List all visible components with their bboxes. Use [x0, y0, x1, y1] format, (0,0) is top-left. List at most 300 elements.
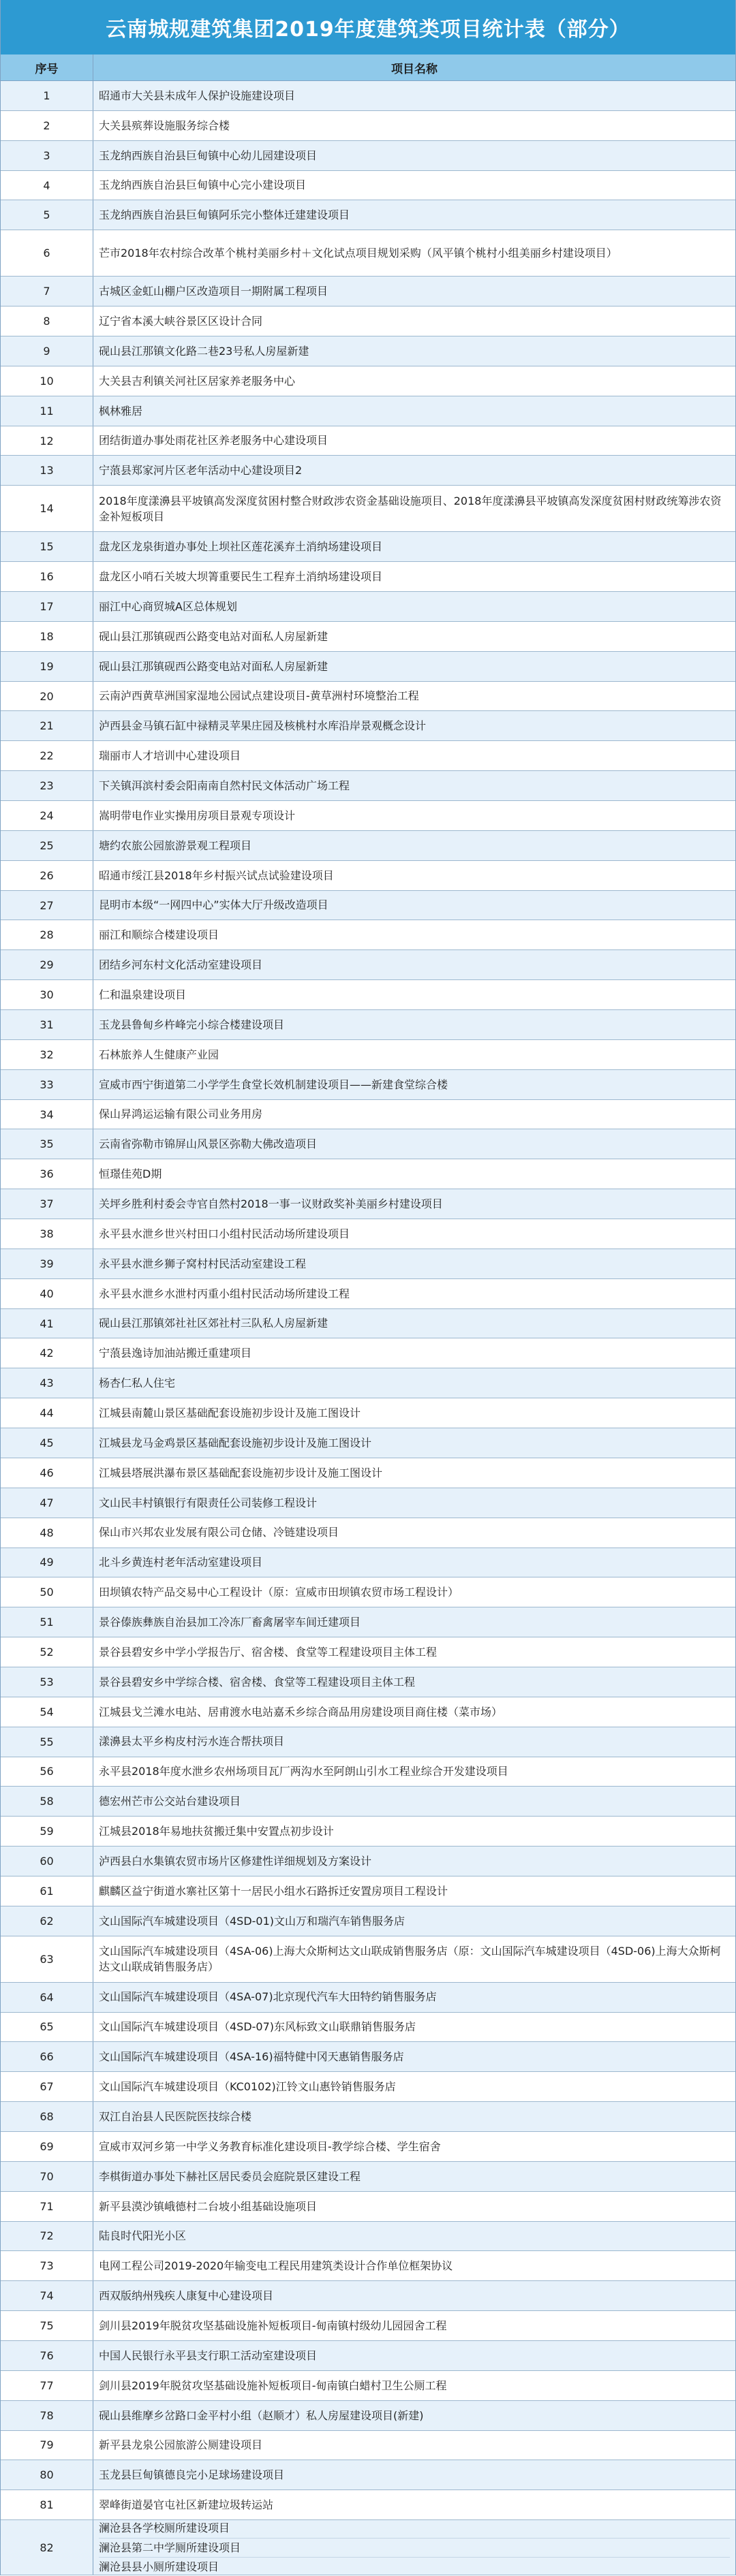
table-row: [1, 336, 735, 366]
table-row: [1, 891, 735, 921]
project-name-cell: [93, 652, 735, 681]
table-row: [1, 652, 735, 682]
table-row: [1, 801, 735, 831]
project-name-cell: [93, 1159, 735, 1189]
project-name: 昆明市本级“一网四中心”实体大厅升级改造项目: [99, 898, 328, 912]
row-number: 11: [1, 396, 93, 426]
project-name-cell: [93, 2341, 735, 2370]
table-row: [1, 81, 735, 111]
table-row: [1, 426, 735, 456]
row-number: 47: [1, 1488, 93, 1518]
row-number: 29: [1, 950, 93, 979]
table-row: [1, 1727, 735, 1757]
project-name: 砚山县江那镇文化路二巷23号私人房屋新建: [99, 344, 309, 358]
project-name: 枫林雅居: [99, 404, 143, 418]
row-number: 38: [1, 1219, 93, 1248]
row-number: 73: [1, 2251, 93, 2280]
project-name-cell: [93, 920, 735, 949]
table-row: [1, 2072, 735, 2102]
row-number: 66: [1, 2042, 93, 2071]
row-number: 26: [1, 861, 93, 890]
row-number: 8: [1, 307, 93, 336]
row-number: 13: [1, 456, 93, 485]
row-number: 31: [1, 1010, 93, 1039]
table-row: [1, 2222, 735, 2252]
row-number: 54: [1, 1697, 93, 1727]
row-number: 5: [1, 200, 93, 230]
project-name: 江城县龙马金鸡景区基础配套设施初步设计及施工图设计: [99, 1436, 372, 1449]
project-name-cell: [93, 230, 735, 276]
row-number: 12: [1, 426, 93, 456]
project-name-cell: [93, 1757, 735, 1787]
table-title: 云南城规建筑集团2019年度建筑类项目统计表（部分）: [1, 0, 735, 54]
project-name: 砚山县江那镇砚西公路变电站对面私人房屋新建: [99, 659, 328, 673]
table-row: [1, 1757, 735, 1787]
row-number: 49: [1, 1548, 93, 1577]
project-name: 文山国际汽车城建设项目（4SA-06)上海大众斯柯达文山联成销售服务店（原：文山国际汽车城建设项目（4SD-06)上海大众斯柯达文山联成销售服务店）: [99, 1944, 721, 1974]
project-name: 丽江和顺综合楼建设项目: [99, 928, 219, 942]
table-row: [1, 1697, 735, 1727]
project-name: 下关镇洱滨村委会阳南南自然村民文体活动广场工程: [99, 779, 350, 792]
row-number: 25: [1, 831, 93, 860]
project-name: 宣威市双河乡第一中学义务教育标准化建设项目-教学综合楼、学生宿舍: [99, 2139, 441, 2153]
project-name: 景谷县碧安乡中学小学报告厅、宿舍楼、食堂等工程建设项目主体工程: [99, 1645, 438, 1659]
project-name-cell: [93, 980, 735, 1009]
table-row: [1, 1428, 735, 1458]
project-name-cell: [93, 2281, 735, 2310]
project-name: 大关县吉利镇关河社区居家养老服务中心: [99, 374, 296, 388]
project-name-cell: [93, 171, 735, 200]
row-number: 60: [1, 1847, 93, 1876]
project-name-cell: [93, 366, 735, 396]
project-name-cell: [93, 861, 735, 890]
table-header: [1, 54, 735, 81]
table-row: [1, 2132, 735, 2162]
project-name-cell: [93, 1338, 735, 1368]
project-name-cell: [93, 2192, 735, 2221]
project-name: 宣威市西宁街道第二小学学生食堂长效机制建设项目——新建食堂综合楼: [99, 1078, 448, 1091]
row-number: 56: [1, 1757, 93, 1787]
table-row: [1, 1488, 735, 1518]
project-name: 景谷傣族彝族自治县加工冷冻厂畜禽屠宰车间迁建项目: [99, 1616, 361, 1629]
project-name-cell: [93, 562, 735, 591]
project-name: 陆良时代阳光小区: [99, 2229, 187, 2243]
project-name: 恒璟佳苑D期: [99, 1167, 162, 1181]
project-name-cell: [93, 1189, 735, 1219]
project-name: 江城县2018年易地扶贫搬迁集中安置点初步设计: [99, 1825, 334, 1838]
project-name: 塘约农旅公园旅游景观工程项目: [99, 838, 252, 852]
project-name-cell: [93, 891, 735, 920]
table-row: [1, 2401, 735, 2431]
row-number: 55: [1, 1727, 93, 1757]
row-number: 18: [1, 622, 93, 651]
project-name: 大关县殡葬设施服务综合楼: [99, 119, 230, 132]
project-name: 新平县漠沙镇峨德村二台坡小组基础设施项目: [99, 2199, 318, 2213]
table-row: [1, 200, 735, 230]
project-name: 丽江中心商贸城A区总体规划: [99, 599, 237, 613]
project-name-cell: [93, 1637, 735, 1667]
row-number: 30: [1, 980, 93, 1009]
row-number: 34: [1, 1100, 93, 1129]
project-name: 新平县龙泉公园旅游公厕建设项目: [99, 2438, 263, 2452]
row-number: 75: [1, 2311, 93, 2340]
project-name: 杨杏仁私人住宅: [99, 1377, 176, 1390]
table-row: [1, 366, 735, 396]
project-name-cell: [93, 1607, 735, 1637]
table-row: [1, 1518, 735, 1548]
project-name-cell: [93, 1219, 735, 1248]
table-row: [1, 1667, 735, 1697]
project-name: 田坝镇农特产品交易中心工程设计（原：宣威市田坝镇农贸市场工程设计）: [99, 1586, 459, 1599]
project-name-cell: [93, 532, 735, 561]
table-row: [1, 277, 735, 307]
table-row: [1, 486, 735, 532]
project-name-cell: [93, 1787, 735, 1816]
project-name: 中国人民银行永平县支行职工活动室建设项目: [99, 2349, 318, 2362]
table-row: [1, 1637, 735, 1667]
row-number: 21: [1, 711, 93, 740]
project-name-cell: [93, 801, 735, 830]
table-row: [1, 1548, 735, 1578]
project-name: 古城区金虹山棚户区改造项目一期附属工程项目: [99, 285, 328, 298]
project-name: 盘龙区龙泉街道办事处上坝社区莲花溪弃土消纳场建设项目: [99, 540, 383, 554]
project-name: 双江自治县人民医院医技综合楼: [99, 2109, 252, 2123]
project-name: 麒麟区益宁街道水寨社区第十一居民小组水石路拆迁安置房项目工程设计: [99, 1884, 448, 1898]
project-name: 嵩明带电作业实操用房项目景观专项设计: [99, 808, 296, 822]
project-name-cell: [93, 2520, 735, 2575]
project-name-cell: [93, 2132, 735, 2161]
row-number: 7: [1, 277, 93, 306]
project-name: 文山国际汽车城建设项目（4SA-16)福特健中冈天惠销售服务店: [99, 2050, 404, 2064]
table-row: [1, 1309, 735, 1339]
project-name: 北斗乡黄连村老年活动室建设项目: [99, 1556, 263, 1569]
project-name-cell: [93, 2013, 735, 2042]
row-number: 28: [1, 920, 93, 949]
table-row: [1, 2431, 735, 2461]
project-name-cell: [93, 336, 735, 366]
table-row: [1, 592, 735, 622]
table-row: [1, 141, 735, 171]
project-name-cell: [93, 1727, 735, 1757]
row-number: 10: [1, 366, 93, 396]
project-name: 西双版纳州残疾人康复中心建设项目: [99, 2289, 274, 2303]
project-name: 江城县戈兰滩水电站、居甫渡水电站嘉禾乡综合商品用房建设项目商住楼（菜市场）: [99, 1705, 503, 1718]
project-name: 剑川县2019年脱贫攻坚基础设施补短板项目-甸南镇村级幼儿园园舍工程: [99, 2319, 447, 2332]
row-number: 61: [1, 1876, 93, 1906]
table-row: [1, 2490, 735, 2520]
project-name: 永平县2018年度水泄乡农州场项目瓦厂两沟水至阿朗山引水工程业综合开发建设项目: [99, 1765, 508, 1778]
row-number: 78: [1, 2401, 93, 2430]
project-name: 玉龙纳西族自治县巨甸镇中心完小建设项目: [99, 178, 307, 192]
project-name-cell: [93, 111, 735, 140]
row-number: 3: [1, 141, 93, 170]
table-row: [1, 920, 735, 950]
row-number: 9: [1, 336, 93, 366]
row-number: 23: [1, 771, 93, 800]
project-name-cell: [93, 1906, 735, 1936]
project-name-cell: [93, 1697, 735, 1727]
table-row: [1, 831, 735, 861]
project-name: 剑川县2019年脱贫攻坚基础设施补短板项目-甸南镇白蜡村卫生公厕工程: [99, 2378, 447, 2392]
row-number: 45: [1, 1428, 93, 1458]
project-name-cell: [93, 1458, 735, 1488]
table-row: [1, 1817, 735, 1847]
project-name-cell: [93, 622, 735, 651]
table-row: [1, 307, 735, 336]
project-name: 泸西县金马镇石缸中禄精灵苹果庄园及核桃村水库沿岸景观概念设计: [99, 719, 427, 733]
row-number: 81: [1, 2490, 93, 2519]
header-name: 项目名称: [391, 62, 438, 76]
project-name-cell: [93, 950, 735, 979]
table-row: [1, 2192, 735, 2222]
row-number: 52: [1, 1637, 93, 1667]
project-name-cell: [93, 1936, 735, 1982]
project-name-cell: [93, 277, 735, 306]
table-row: [1, 1189, 735, 1219]
row-number: 19: [1, 652, 93, 681]
row-number: 67: [1, 2072, 93, 2101]
project-name-cell: [93, 141, 735, 170]
project-name-cell: [93, 1279, 735, 1308]
table-row: [1, 562, 735, 592]
table-row: [1, 2520, 735, 2575]
table-row: [1, 2162, 735, 2192]
project-name: 石林旅养人生健康产业园: [99, 1048, 219, 1061]
project-name-cell: [93, 1667, 735, 1697]
project-name-cell: [93, 1070, 735, 1099]
table-row: [1, 2281, 735, 2311]
project-name: 江城县南麓山景区基础配套设施初步设计及施工图设计: [99, 1407, 361, 1420]
project-name-cell: [93, 682, 735, 711]
row-number: 50: [1, 1577, 93, 1607]
row-number: 40: [1, 1279, 93, 1308]
table-row: [1, 1070, 735, 1100]
row-number: 14: [1, 486, 93, 531]
row-number: 32: [1, 1040, 93, 1069]
project-name-cell: [93, 2222, 735, 2251]
table-row: [1, 2042, 735, 2072]
table-row: [1, 2341, 735, 2371]
row-number: 64: [1, 1983, 93, 2012]
project-name-cell: [93, 2042, 735, 2071]
project-name: 文山国际汽车城建设项目（4SD-01)文山万和瑞汽车销售服务店: [99, 1914, 405, 1928]
row-number: 82: [1, 2520, 93, 2575]
project-name-cell: [93, 711, 735, 740]
row-number: 2: [1, 111, 93, 140]
project-name: 澜沧县各学校厕所建设项目: [99, 2519, 730, 2538]
table-row: [1, 1100, 735, 1130]
table-row: [1, 1129, 735, 1159]
project-name: 澜沧县县小厕所建设项目: [99, 2560, 219, 2573]
table-row: [1, 1159, 735, 1189]
project-name-cell: [93, 396, 735, 426]
project-name-cell: [93, 1398, 735, 1428]
table-row: [1, 2013, 735, 2043]
row-number: 63: [1, 1936, 93, 1982]
project-name: 澜沧县第二中学厕所建设项目: [99, 2539, 730, 2558]
row-number: 36: [1, 1159, 93, 1189]
row-number: 17: [1, 592, 93, 621]
row-number: 16: [1, 562, 93, 591]
table-row: [1, 1338, 735, 1368]
project-name-cell: [93, 1249, 735, 1278]
table-row: [1, 230, 735, 277]
row-number: 77: [1, 2371, 93, 2400]
project-name-cell: [93, 2251, 735, 2280]
row-number: 27: [1, 891, 93, 920]
table-row: [1, 1983, 735, 2013]
project-name-cell: [93, 1040, 735, 1069]
table-row: [1, 1398, 735, 1428]
table-row: [1, 532, 735, 562]
table-row: [1, 1219, 735, 1249]
table-row: [1, 1368, 735, 1398]
row-number: 65: [1, 2013, 93, 2042]
project-name: 李棋街道办事处下赫社区居民委员会庭院景区建设工程: [99, 2169, 361, 2183]
project-name: 芒市2018年农村综合改革个桃村美丽乡村＋文化试点项目规划采购（风平镇个桃村小组美丽乡村建设项目）: [99, 247, 617, 260]
project-name-cell: [93, 831, 735, 860]
row-number: 51: [1, 1607, 93, 1637]
table-row: [1, 1279, 735, 1309]
row-number: 35: [1, 1129, 93, 1159]
row-number: 72: [1, 2222, 93, 2251]
row-number: 80: [1, 2460, 93, 2489]
project-name-cell: [93, 1518, 735, 1548]
project-name-cell: [93, 2460, 735, 2489]
header-seq: 序号: [1, 54, 93, 80]
row-number: 69: [1, 2132, 93, 2161]
project-name-cell: [93, 426, 735, 456]
project-name-cell: [93, 1129, 735, 1159]
project-name-cell: [93, 307, 735, 336]
table-row: [1, 771, 735, 801]
row-number: 24: [1, 801, 93, 830]
project-name-cell: [93, 2490, 735, 2519]
project-name-cell: [93, 1577, 735, 1607]
project-name-cell: [93, 2162, 735, 2191]
table-row: [1, 1249, 735, 1279]
project-name: 文山国际汽车城建设项目（4SD-07)东风标致文山联鼎销售服务店: [99, 2020, 416, 2034]
project-name: 团结街道办事处雨花社区养老服务中心建设项目: [99, 434, 328, 447]
project-name: 仁和温泉建设项目: [99, 988, 187, 1001]
row-number: 58: [1, 1787, 93, 1816]
project-name-cell: [93, 1368, 735, 1398]
row-number: 20: [1, 682, 93, 711]
table-row: [1, 1876, 735, 1906]
table-row: [1, 1787, 735, 1817]
table-body: [1, 81, 735, 2575]
project-name: 关坪乡胜利村委会寺官自然村2018一事一议财政奖补美丽乡村建设项目: [99, 1197, 443, 1211]
project-name: 电网工程公司2019-2020年输变电工程民用建筑类设计合作单位框架协议: [99, 2259, 453, 2273]
project-name: 玉龙纳西族自治县巨甸镇阿乐完小整体迁建建设项目: [99, 208, 350, 222]
project-name: 保山昇鸿运运输有限公司业务用房: [99, 1108, 263, 1121]
table-row: [1, 1906, 735, 1936]
project-name-cell: [93, 2072, 735, 2101]
row-number: 15: [1, 532, 93, 561]
row-number: 48: [1, 1518, 93, 1548]
table-row: [1, 171, 735, 201]
table-row: [1, 711, 735, 741]
project-name-cell: [93, 200, 735, 230]
project-name: 文山国际汽车城建设项目（4SA-07)北京现代汽车大田特约销售服务店: [99, 1990, 437, 2004]
project-name-cell: [93, 592, 735, 621]
row-number: 42: [1, 1338, 93, 1368]
project-name: 漾濞县太平乡构皮村污水连合帮扶项目: [99, 1735, 285, 1748]
row-number: 22: [1, 741, 93, 770]
project-name-cell: [93, 1100, 735, 1129]
row-number: 1: [1, 81, 93, 110]
row-number: 41: [1, 1309, 93, 1338]
project-name: 瑞丽市人才培训中心建设项目: [99, 749, 241, 763]
table-row: [1, 682, 735, 712]
project-name: 江城县塔展洪瀑布景区基础配套设施初步设计及施工图设计: [99, 1466, 383, 1479]
table-row: [1, 950, 735, 980]
table-row: [1, 2371, 735, 2401]
project-name-cell: [93, 741, 735, 770]
table-row: [1, 980, 735, 1010]
project-name: 昭通市大关县未成年人保护设施建设项目: [99, 89, 296, 102]
project-name-cell: [93, 2311, 735, 2340]
row-number: 37: [1, 1189, 93, 1219]
project-name: 云南泸西黄草洲国家湿地公园试点建设项目-黄草洲村环境整治工程: [99, 689, 419, 703]
project-name-cell: [93, 456, 735, 485]
row-number: 68: [1, 2102, 93, 2131]
row-number: 79: [1, 2431, 93, 2460]
table-row: [1, 2102, 735, 2132]
row-number: 33: [1, 1070, 93, 1099]
project-name: 永平县水泄乡狮子窝村村民活动室建设工程: [99, 1257, 307, 1270]
project-name-cell: [93, 1548, 735, 1577]
row-number: 71: [1, 2192, 93, 2221]
table-row: [1, 111, 735, 141]
project-name-cell: [93, 2102, 735, 2131]
project-name: 玉龙县鲁甸乡杵峰完小综合楼建设项目: [99, 1018, 285, 1031]
table-row: [1, 2460, 735, 2490]
project-name: 玉龙纳西族自治县巨甸镇中心幼儿园建设项目: [99, 148, 318, 162]
table-row: [1, 622, 735, 652]
row-number: 59: [1, 1817, 93, 1846]
project-name: 砚山县江那镇砚西公路变电站对面私人房屋新建: [99, 629, 328, 643]
project-name: 盘龙区小哨石关坡大坝箐重要民生工程弃土消纳场建设项目: [99, 569, 383, 583]
project-name-cell: [93, 1488, 735, 1518]
project-name-cell: [93, 1876, 735, 1906]
project-name: 德宏州芒市公交站台建设项目: [99, 1795, 241, 1808]
project-name-cell: [93, 1428, 735, 1458]
project-name: 昭通市绥江县2018年乡村振兴试点试验建设项目: [99, 868, 334, 882]
project-name-cell: [93, 81, 735, 110]
table-row: [1, 2311, 735, 2341]
row-number: 74: [1, 2281, 93, 2310]
project-name-cell: [93, 1983, 735, 2012]
row-number: 76: [1, 2341, 93, 2370]
project-name: 永平县水泄乡世兴村田口小组村民活动场所建设项目: [99, 1227, 350, 1240]
project-name-cell: [93, 1010, 735, 1039]
project-name-cell: [93, 1309, 735, 1338]
project-name: 云南省弥勒市锦屏山风景区弥勒大佛改造项目: [99, 1137, 318, 1151]
project-name-cell: [93, 486, 735, 531]
row-number: 43: [1, 1368, 93, 1398]
row-number: 6: [1, 230, 93, 276]
project-name-cell: [93, 771, 735, 800]
project-name-cell: [93, 1817, 735, 1846]
table-row: [1, 1040, 735, 1070]
project-name: 2018年度漾濞县平坡镇高发深度贫困村整合财政涉农资金基础设施项目、2018年度漾濞县平坡镇高发深度贫困村财政统筹涉农资金补短板项目: [99, 494, 722, 523]
project-name: 景谷县碧安乡中学综合楼、宿舍楼、食堂等工程建设项目主体工程: [99, 1675, 416, 1688]
row-number: 39: [1, 1249, 93, 1278]
project-name: 泸西县白水集镇农贸市场片区修建性详细规划及方案设计: [99, 1854, 372, 1868]
table-row: [1, 1458, 735, 1488]
table-row: [1, 1936, 735, 1983]
